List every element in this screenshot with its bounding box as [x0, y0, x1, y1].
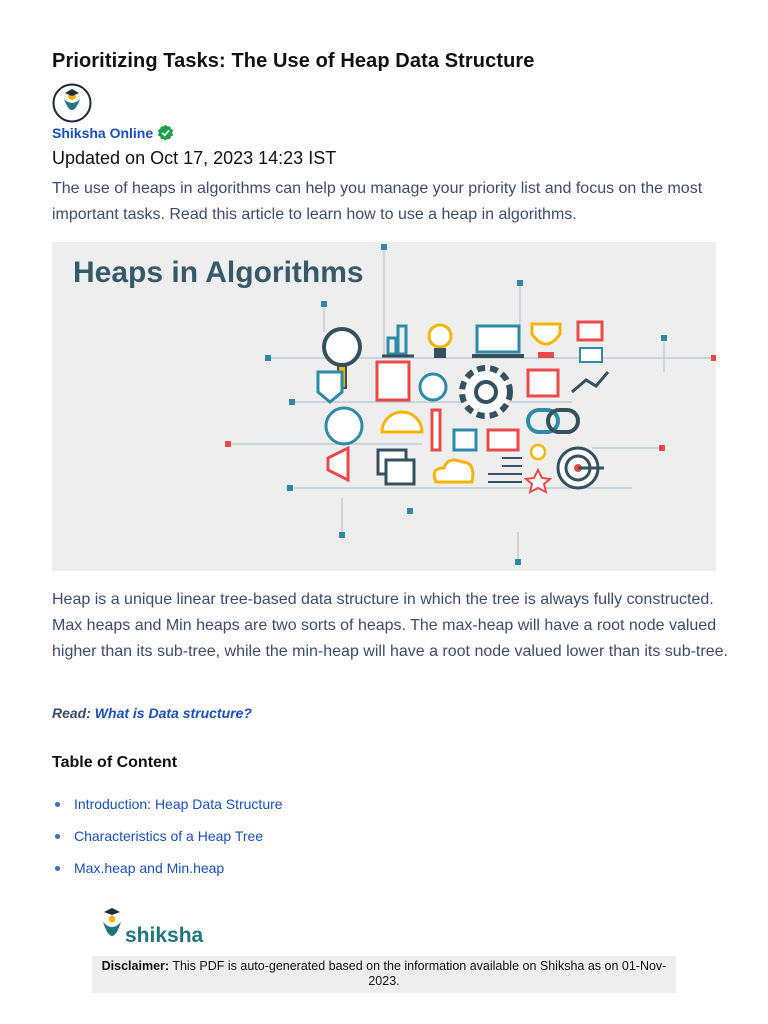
shiksha-logo	[101, 906, 203, 946]
read-more	[52, 705, 252, 721]
hero-illustration	[52, 242, 716, 571]
bullet-icon	[55, 802, 60, 807]
toc-item-label[interactable]: Characteristics of a Heap Tree	[74, 828, 264, 844]
algorithm-icons-illustration	[52, 242, 716, 571]
toc-item[interactable]	[52, 788, 283, 820]
table-of-contents	[52, 788, 283, 884]
shiksha-wordmark: shiksha	[125, 924, 204, 947]
toc-title: Table of Content	[52, 754, 178, 771]
toc-item-label[interactable]: Max.heap and Min.heap	[74, 860, 225, 876]
author-name-label[interactable]: Shiksha Online	[52, 124, 154, 141]
toc-item-label[interactable]: Introduction: Heap Data Structure	[74, 796, 283, 812]
disclaimer-label: Disclaimer:	[101, 959, 170, 973]
author-logo-icon	[52, 83, 92, 123]
disclaimer-box	[92, 956, 676, 993]
bullet-icon	[55, 834, 60, 839]
toc-item[interactable]	[52, 820, 283, 852]
bullet-icon	[55, 866, 60, 871]
article-summary: The use of heaps in algorithms can help you manage your priority list and focus on the most important tasks. Read this article to learn how to use a heap in algorithms.	[52, 180, 703, 223]
updated-date: Updated on Oct 17, 2023 14:23 IST	[52, 148, 337, 168]
verified-badge-icon	[157, 124, 174, 141]
read-link[interactable]: What is Data structure?	[94, 705, 252, 721]
author-name[interactable]	[52, 124, 174, 141]
article-title: Prioritizing Tasks: The Use of Heap Data Structure	[52, 50, 535, 72]
read-prefix: Read:	[52, 705, 91, 721]
disclaimer-text: This PDF is auto-generated based on the information available on Shiksha as on 01-Nov-2023.	[172, 959, 667, 988]
toc-item[interactable]	[52, 852, 283, 884]
shiksha-mark-icon	[101, 906, 123, 946]
hero-title: Heaps in Algorithms	[73, 256, 364, 289]
article-body: Heap is a unique linear tree-based data structure in which the tree is always fully constructed. Max heaps and Min heaps are two sorts of heaps. The max-heap will have a root node valued higher than its sub-tree, while the min-heap will have a root node valued lower than its sub-tree.	[52, 591, 728, 660]
